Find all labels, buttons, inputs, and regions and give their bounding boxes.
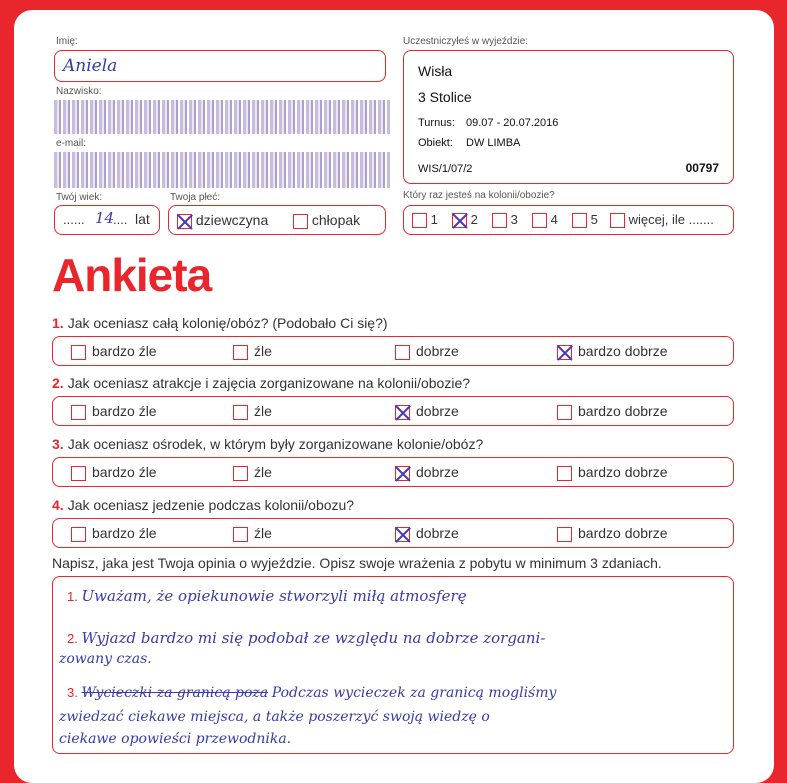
question-1: [52, 315, 388, 331]
question-text: Jak oceniasz jedzenie podczas kolonii/obozu?: [67, 497, 355, 513]
rating-checkbox[interactable]: [395, 405, 410, 420]
question-3: [52, 436, 483, 452]
times-option-label: 5: [590, 212, 598, 227]
opinion-entry-2: [67, 629, 545, 647]
times-checkbox[interactable]: [412, 213, 427, 228]
rating-option-label: dobrze: [416, 525, 459, 541]
opinion-entry-num: 3.: [67, 685, 78, 700]
question-number: 2.: [52, 375, 64, 391]
rating-option[interactable]: [71, 403, 157, 420]
opinion-entry-text: Uważam, że opiekunowie stworzyli miłą atmosferę: [81, 587, 467, 605]
turnus-label: Turnus:: [418, 117, 455, 129]
camp-info-box: [403, 50, 734, 184]
rating-option-label: bardzo dobrze: [578, 403, 668, 419]
age-field[interactable]: ...... 14 .... lat: [54, 205, 160, 235]
times-option-label: 3: [510, 212, 518, 227]
times-option-label: 1: [430, 212, 438, 227]
rating-option[interactable]: [557, 403, 668, 420]
times-option-label: więcej, ile .......: [628, 212, 714, 227]
name-field[interactable]: [54, 50, 386, 82]
question-number: 1.: [52, 315, 64, 331]
gender-option-label: chłopak: [311, 212, 361, 228]
gender-checkbox-girl[interactable]: [177, 214, 192, 229]
name-label: Imię:: [56, 36, 78, 47]
obiekt-value: DW LIMBA: [466, 137, 521, 149]
rating-option-label: bardzo źle: [92, 343, 157, 359]
rating-option-label: dobrze: [416, 464, 459, 480]
times-option-1[interactable]: [412, 212, 438, 228]
rating-checkbox[interactable]: [233, 466, 248, 481]
rating-option[interactable]: [233, 403, 272, 420]
rating-option[interactable]: [233, 525, 272, 542]
rating-option-label: dobrze: [416, 403, 459, 419]
opinion-entry-cont: ciekawe opowieści przewodnika.: [59, 731, 292, 747]
gender-label: Twoja płeć:: [170, 192, 221, 203]
question-text: Jak oceniasz ośrodek, w którym były zorganizowane kolonie/obóz?: [67, 436, 484, 452]
rating-option[interactable]: [71, 525, 157, 542]
surname-redacted: [54, 100, 390, 134]
camp-place: Wisła: [418, 63, 453, 79]
camp-code: WIS/1/07/2: [418, 163, 473, 175]
rating-option-label: źle: [254, 525, 272, 541]
rating-checkbox[interactable]: [71, 527, 86, 542]
age-unit: lat: [135, 211, 150, 227]
opinion-entry-text: Wyjazd bardzo mi się podobał ze względu na dobrze zorgani-: [81, 629, 546, 647]
question-text: Jak oceniasz całą kolonię/obóz? (Podobało Ci się?): [67, 315, 388, 331]
rating-checkbox[interactable]: [557, 466, 572, 481]
rating-option-label: źle: [254, 464, 272, 480]
times-checkbox[interactable]: [610, 213, 625, 228]
times-checkbox[interactable]: [492, 213, 507, 228]
times-option-3[interactable]: [492, 212, 518, 228]
rating-checkbox[interactable]: [71, 405, 86, 420]
opinion-entry-1: [67, 587, 467, 605]
times-label: Który raz jesteś na kolonii/obozie?: [403, 190, 555, 201]
rating-option[interactable]: [395, 343, 459, 360]
name-value: Aniela: [63, 56, 118, 76]
rating-option[interactable]: [557, 464, 668, 481]
gender-option-label: dziewczyna: [195, 212, 269, 228]
opinion-prompt: Napisz, jaka jest Twoja opinia o wyjeździe. Opisz swoje wrażenia z pobytu w minimum 3 zdaniach.: [52, 555, 662, 571]
rating-checkbox[interactable]: [557, 405, 572, 420]
rating-option-label: bardzo źle: [92, 403, 157, 419]
question-4: [52, 497, 354, 513]
rating-option[interactable]: [557, 525, 668, 542]
rating-option-label: źle: [254, 403, 272, 419]
rating-option[interactable]: [395, 525, 459, 542]
rating-option-label: bardzo dobrze: [578, 464, 668, 480]
rating-checkbox[interactable]: [395, 466, 410, 481]
times-checkbox[interactable]: [532, 213, 547, 228]
opinion-entry-cont: zwiedzać ciekawe miejsca, a także poszerzyć swoją wiedzę o: [59, 709, 490, 725]
rating-option[interactable]: [71, 464, 157, 481]
rating-checkbox[interactable]: [233, 345, 248, 360]
rating-option[interactable]: [233, 343, 272, 360]
times-field: [403, 205, 734, 235]
email-redacted: [54, 152, 390, 188]
surname-label: Nazwisko:: [56, 86, 102, 97]
rating-option-label: bardzo dobrze: [578, 525, 668, 541]
rating-option[interactable]: [395, 403, 459, 420]
opinion-entry-num: 2.: [67, 631, 78, 646]
opinion-entry-num: 1.: [67, 589, 78, 604]
gender-option-girl[interactable]: [177, 212, 268, 229]
question-number: 4.: [52, 497, 64, 513]
camp-name: 3 Stolice: [418, 89, 472, 105]
age-label: Twój wiek:: [56, 192, 103, 203]
rating-checkbox[interactable]: [233, 405, 248, 420]
times-option-2[interactable]: [452, 212, 478, 228]
obiekt-label: Obiekt:: [418, 137, 453, 149]
rating-checkbox[interactable]: [557, 345, 572, 360]
age-value: 14: [95, 209, 115, 227]
opinion-entry-3: [67, 685, 556, 701]
rating-checkbox[interactable]: [71, 466, 86, 481]
question-2: [52, 375, 470, 391]
rating-row-4: [52, 518, 734, 548]
question-text: Jak oceniasz atrakcje i zajęcia zorganizowane na kolonii/obozie?: [67, 375, 471, 391]
rating-checkbox[interactable]: [395, 345, 410, 360]
rating-option-label: dobrze: [416, 343, 459, 359]
times-option-4[interactable]: [532, 212, 558, 228]
times-option-label: 4: [550, 212, 558, 227]
gender-option-boy[interactable]: [293, 212, 360, 229]
rating-option-label: bardzo dobrze: [578, 343, 668, 359]
camp-label: Uczestniczyłeś w wyjeździe:: [403, 36, 529, 47]
rating-checkbox[interactable]: [71, 345, 86, 360]
survey-sheet: [14, 10, 774, 783]
rating-row-1: [52, 336, 734, 366]
question-number: 3.: [52, 436, 64, 452]
times-option-label: 2: [470, 212, 478, 227]
gender-field: [168, 205, 386, 235]
opinion-field[interactable]: [52, 576, 734, 754]
rating-checkbox[interactable]: [395, 527, 410, 542]
rating-option-label: źle: [254, 343, 272, 359]
times-option-5[interactable]: [572, 212, 598, 228]
opinion-entry-text: Podczas wycieczek za granicą mogliśmy: [271, 685, 557, 701]
times-checkbox[interactable]: [572, 213, 587, 228]
email-label: e-mail:: [56, 138, 87, 149]
rating-option[interactable]: [233, 464, 272, 481]
times-checkbox[interactable]: [452, 213, 467, 228]
gender-checkbox-boy[interactable]: [293, 214, 308, 229]
rating-row-3: [52, 457, 734, 487]
rating-option-label: bardzo źle: [92, 525, 157, 541]
rating-row-2: [52, 396, 734, 426]
camp-number: 00797: [685, 161, 719, 175]
rating-option[interactable]: [557, 343, 668, 360]
times-option-more[interactable]: [610, 212, 714, 228]
rating-option-label: bardzo źle: [92, 464, 157, 480]
opinion-entry-struck: Wycieczki za granicą poza: [81, 685, 269, 701]
rating-option[interactable]: [395, 464, 459, 481]
turnus-value: 09.07 - 20.07.2016: [466, 117, 559, 129]
survey-title: Ankieta: [52, 249, 212, 301]
opinion-entry-cont: zowany czas.: [59, 651, 152, 667]
rating-checkbox[interactable]: [557, 527, 572, 542]
rating-option[interactable]: [71, 343, 157, 360]
rating-checkbox[interactable]: [233, 527, 248, 542]
